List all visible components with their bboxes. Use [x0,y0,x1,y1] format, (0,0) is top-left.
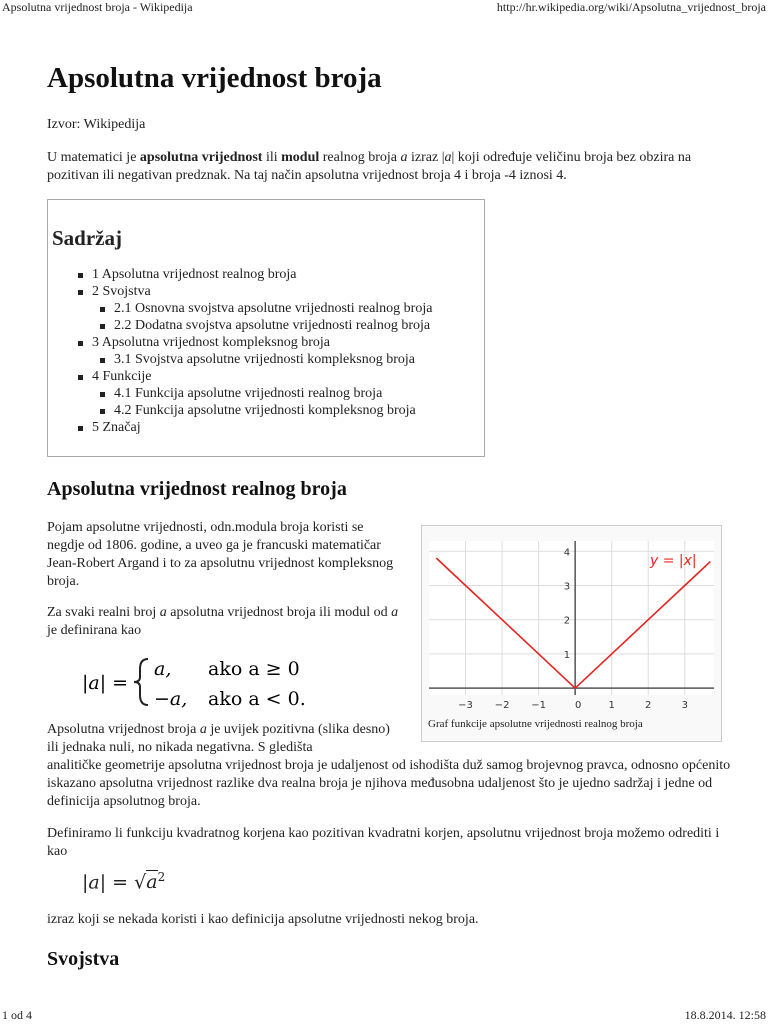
toc-subitem[interactable]: 2.1 Osnovna svojstva apsolutne vrijednosti realnog broja [98,300,432,317]
print-header-title: Apsolutna vrijednost broja - Wikipedija [2,0,193,14]
toc-subitem[interactable]: 3.1 Svojstva apsolutne vrijednosti kompleksnog broja [98,351,432,368]
intro-paragraph: U matematici je apsolutna vrijednost ili modul realnog broja a izraz |a| koji određuje veličinu broja bez obzira na pozitivan ili negativan predznak. Na taj način apsolutna vrijednost broja 4 i broja -4 iznosi 4. [47,150,692,183]
positivity-paragraph: Apsolutna vrijednost broja a je uvijek pozitivna (slika desno) ili jednaka nuli, no nikada negativna. S gledišta [47,722,390,755]
y-tick-label: 3 [563,581,571,593]
toc-subitem[interactable]: 4.2 Funkcija apsolutne vrijednosti kompleksnog broja [98,402,432,419]
toc-item[interactable]: 4 Funkcije [76,368,432,385]
toc-item[interactable]: 2 Svojstva [76,283,432,300]
source-line: Izvor: Wikipedija [47,117,146,132]
sqrt-paragraph: Definiramo li funkciju kvadratnog korjena kao pozitivan kvadratni korjen, apsolutnu vrijednost broja možemo odrediti i kao [47,826,720,859]
y-tick-label: 4 [563,547,571,559]
y-tick-label: 2 [563,615,571,627]
print-header-url[interactable]: http://hr.wikipedia.org/wiki/Apsolutna_vrijednost_broja [496,0,766,14]
sqrt-radicand: a [146,871,158,894]
table-of-contents [47,199,485,457]
sqrt-exponent: 2 [157,870,166,884]
graph-figure[interactable] [421,525,722,742]
x-tick-label: 0 [574,700,582,711]
x-tick-label: −3 [458,700,473,711]
left-brace [134,659,148,705]
toc-subitem[interactable]: 4.1 Funkcija apsolutne vrijednosti realnog broja [98,385,432,402]
y-tick-label: 1 [563,649,571,661]
case2-value: −a, [154,688,188,710]
page-number: 1 od 4 [2,1008,32,1022]
section-heading-svojstva: Svojstva [47,948,120,970]
x-tick-label: −1 [531,700,546,711]
case1-value: a, [154,658,172,680]
x-tick-label: 1 [608,700,615,711]
case1-condition: ako a ≥ 0 [208,658,300,680]
graph-label: y = |x| [650,553,697,569]
x-tick-label: 2 [645,700,652,711]
toc-item[interactable]: 3 Apsolutna vrijednost kompleksnog broja [76,334,432,351]
piecewise-formula [82,651,306,713]
section-heading-realni: Apsolutna vrijednost realnog broja [47,478,347,500]
sqrt-lhs: |a| = [82,871,135,894]
toc-list [76,266,432,436]
toc-item[interactable]: 1 Apsolutna vrijednost realnog broja [76,266,432,283]
figure-caption: Graf funkcije apsolutne vrijednosti realnog broja [428,718,643,730]
x-tick-label: 3 [681,700,688,711]
abs-graph [422,526,719,716]
definition-paragraph: Za svaki realni broj a apsolutna vrijednost broja ili modul od a je definirana kao [47,605,399,638]
geometry-paragraph: analitičke geometrije apsolutna vrijednost broja je udaljenost od ishodišta duž samog brojevnog pravca, odnosno općenito iskazano apsolutna vrijednost razlike dva realna broja je njihova međusobna udaljenost što je ujedno sadržaj i jedne od definicija apsolutnog broja. [47,758,731,809]
formula-lhs: |a| = [82,672,129,694]
history-paragraph: Pojam apsolutne vrijednosti, odn.modula broja koristi se negdje od 1806. godine, a uveo ga je francuski matematičar Jean-Robert Argand i to za apsolutnu vrijednost kompleksnog broja. [47,520,394,589]
sqrt-formula [82,870,165,893]
x-tick-label: −2 [494,700,510,711]
toc-title: Sadržaj [52,226,122,250]
toc-subitem[interactable]: 2.2 Dodatna svojstva apsolutne vrijednosti realnog broja [98,317,432,334]
print-datetime: 18.8.2014. 12:58 [684,1008,766,1022]
toc-item[interactable]: 5 Značaj [76,419,432,436]
sqrt-radical: √ [134,871,147,894]
case2-condition: ako a < 0. [208,688,306,710]
page-title: Apsolutna vrijednost broja [47,62,382,94]
definition-note: izraz koji se nekada koristi i kao definicija apsolutne vrijednosti nekog broja. [47,912,479,927]
